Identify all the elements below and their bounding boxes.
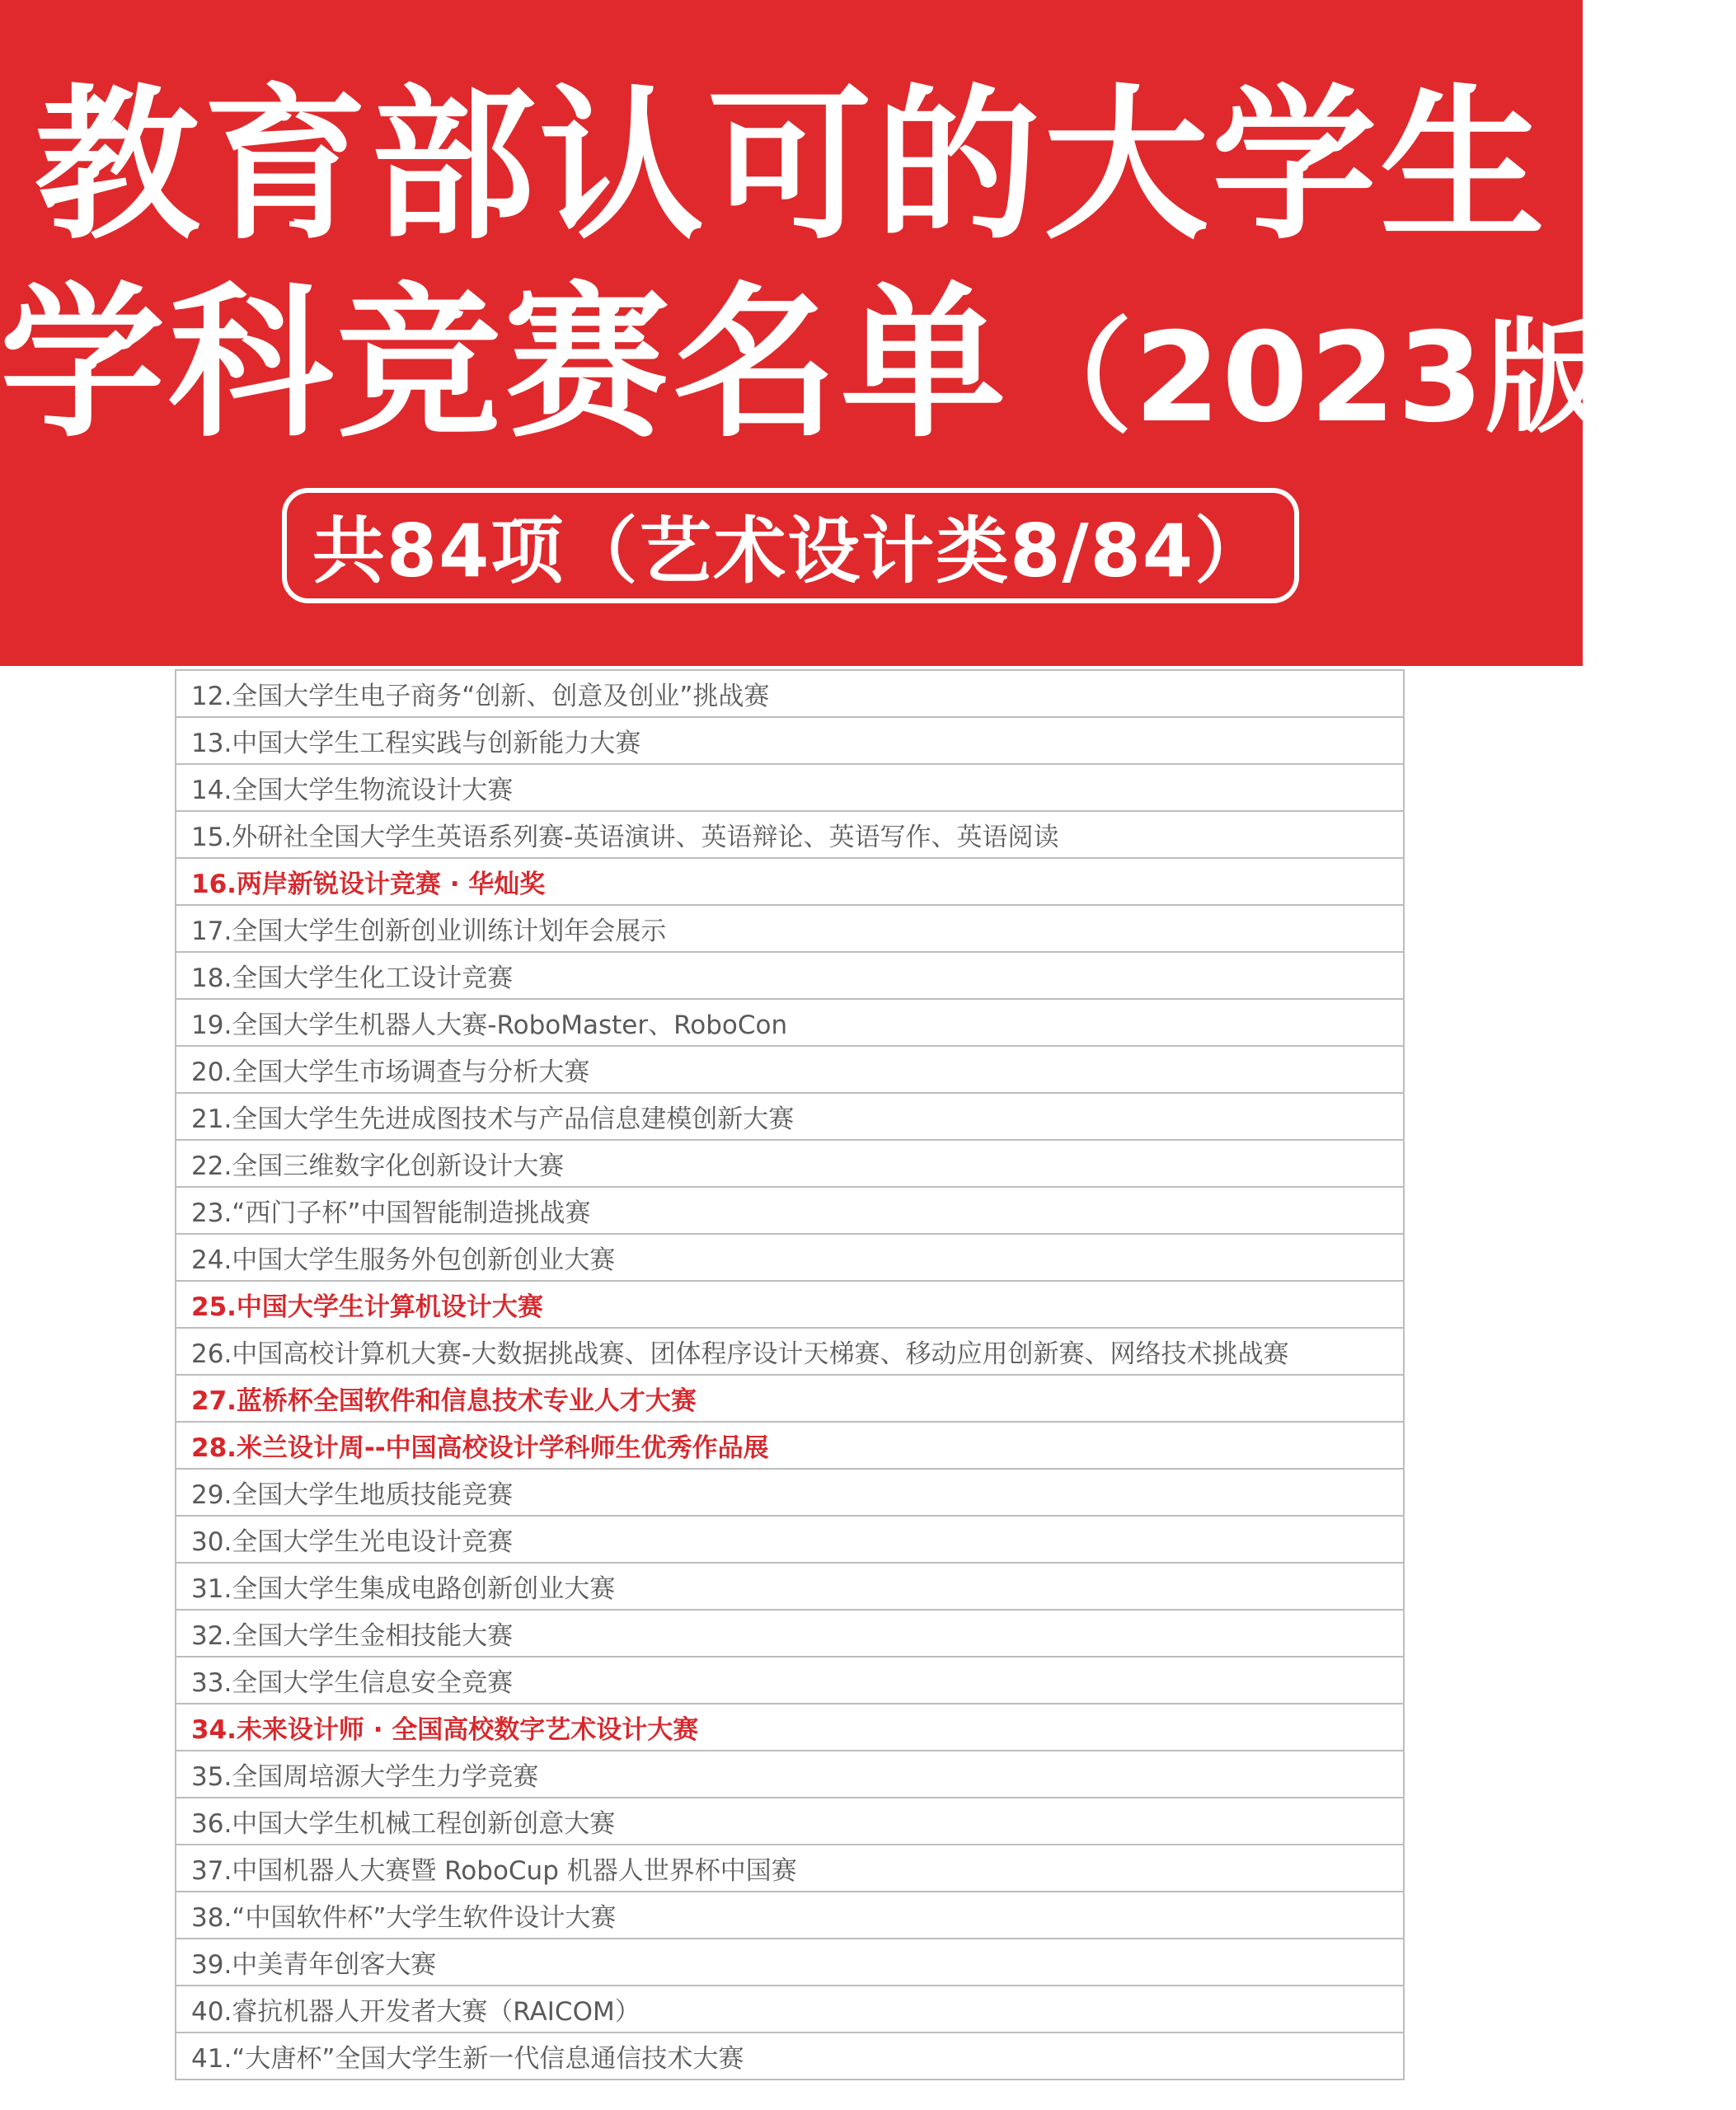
- competition-table: [175, 669, 1405, 2080]
- header-banner: [0, 0, 1736, 666]
- page-title-main: 学科竞赛名单: [0, 268, 1010, 460]
- table-row: 39.中美青年创客大赛: [176, 1939, 1403, 1986]
- table-row: 41.“大唐杯”全国大学生新一代信息通信技术大赛: [176, 2033, 1403, 2080]
- table-row: 24.中国大学生服务外包创新创业大赛: [176, 1235, 1403, 1282]
- table-row: 15.外研社全国大学生英语系列赛-英语演讲、英语辩论、英语写作、英语阅读: [176, 812, 1403, 859]
- table-row: 22.全国三维数字化创新设计大赛: [176, 1141, 1403, 1188]
- table-row: 21.全国大学生先进成图技术与产品信息建模创新大赛: [176, 1094, 1403, 1141]
- table-row: 26.中国高校计算机大赛-大数据挑战赛、团体程序设计天梯赛、移动应用创新赛、网络技术挑战赛: [176, 1329, 1403, 1376]
- table-row: 25.中国大学生计算机设计大赛: [176, 1282, 1403, 1329]
- table-row: 23.“西门子杯”中国智能制造挑战赛: [176, 1188, 1403, 1235]
- table-row: 33.全国大学生信息安全竞赛: [176, 1658, 1403, 1704]
- table-row: 31.全国大学生集成电路创新创业大赛: [176, 1564, 1403, 1611]
- count-badge: 共84项（艺术设计类8/84）: [282, 488, 1299, 603]
- table-row: 20.全国大学生市场调查与分析大赛: [176, 1047, 1403, 1094]
- table-row: 13.中国大学生工程实践与创新能力大赛: [176, 718, 1403, 765]
- table-row: 35.全国周培源大学生力学竞赛: [176, 1751, 1403, 1798]
- edition-label: （2023版）: [1009, 307, 1736, 450]
- table-row: 16.两岸新锐设计竞赛 · 华灿奖: [176, 859, 1403, 906]
- table-row: 30.全国大学生光电设计竞赛: [176, 1517, 1403, 1564]
- table-row: 28.米兰设计周--中国高校设计学科师生优秀作品展: [176, 1423, 1403, 1470]
- table-row: 19.全国大学生机器人大赛-RoboMaster、RoboCon: [176, 1000, 1403, 1047]
- table-row: 32.全国大学生金相技能大赛: [176, 1611, 1403, 1658]
- table-row: 37.中国机器人大赛暨 RoboCup 机器人世界杯中国赛: [176, 1845, 1403, 1892]
- page-title-line-2: [0, 268, 1736, 469]
- table-row: 38.“中国软件杯”大学生软件设计大赛: [176, 1892, 1403, 1939]
- table-row: 36.中国大学生机械工程创新创意大赛: [176, 1798, 1403, 1845]
- table-row: 14.全国大学生物流设计大赛: [176, 765, 1403, 812]
- table-row: 17.全国大学生创新创业训练计划年会展示: [176, 906, 1403, 953]
- table-row: 29.全国大学生地质技能竞赛: [176, 1470, 1403, 1517]
- table-row: 40.睿抗机器人开发者大赛（RAICOM）: [176, 1986, 1403, 2033]
- page-title-line-1: 教育部认可的大学生: [34, 70, 1548, 262]
- table-row: 18.全国大学生化工设计竞赛: [176, 953, 1403, 1000]
- table-row: 34.未来设计师 · 全国高校数字艺术设计大赛: [176, 1704, 1403, 1751]
- table-row: 27.蓝桥杯全国软件和信息技术专业人才大赛: [176, 1376, 1403, 1423]
- table-row: 12.全国大学生电子商务“创新、创意及创业”挑战赛: [176, 671, 1403, 718]
